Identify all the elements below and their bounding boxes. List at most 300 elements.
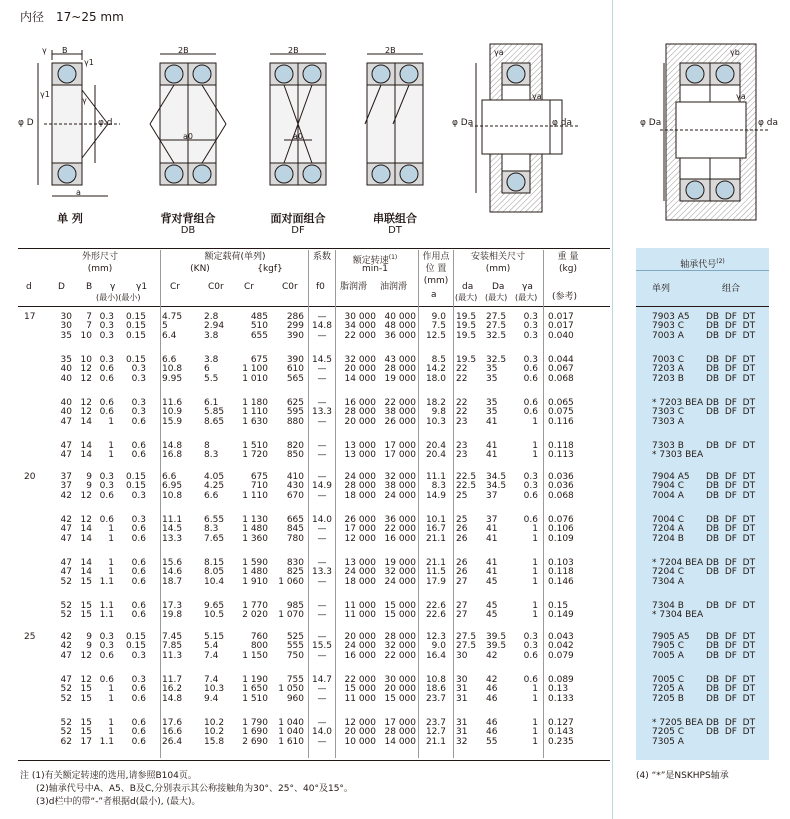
bore-20: 20 (24, 472, 36, 482)
d5-da-outer-label: φ Da (452, 118, 474, 128)
table-cell: 34 000 (344, 321, 376, 332)
table-cell: 1 510 (242, 441, 268, 451)
sym-min: (最小)(最小) (96, 293, 141, 302)
table-cell: 4.75 (162, 312, 183, 322)
table-cell: 0.6 (131, 441, 146, 451)
table-cell: 0.6 (523, 364, 538, 375)
col-ga-group (518, 633, 538, 661)
table-cell: 26 (456, 533, 468, 544)
table-cell: 8.5 (431, 355, 446, 365)
col-a-group (420, 313, 446, 341)
col-da-group (486, 516, 512, 544)
table-cell: 39.5 (486, 641, 507, 652)
table-cell: 24 000 (344, 641, 376, 652)
dt-sub-label: DT (388, 225, 402, 236)
table-cell: 675 (250, 355, 268, 365)
combination-code: DB DF DT (706, 727, 756, 738)
table-cell: 9 (86, 641, 92, 652)
table-cell: 595 (286, 407, 304, 418)
col-g1-group (120, 676, 146, 704)
col-w-group (548, 516, 588, 544)
sym-da: da (462, 282, 474, 292)
combination-codes (706, 633, 755, 661)
table-cell: 0.146 (548, 576, 574, 587)
table-cell: 5.15 (204, 632, 225, 642)
table-cell: 36 000 (384, 515, 416, 525)
designation-code: 7203 B (652, 373, 684, 384)
table-cell: 52 (60, 601, 72, 611)
sym-max3: (最大) (515, 293, 538, 302)
col-g1-group (120, 516, 146, 544)
table-cell: 299 (286, 321, 304, 332)
db-sub-label: DB (180, 225, 196, 236)
table-cell: 22 (456, 398, 468, 408)
table-cell: 960 (286, 693, 304, 704)
combination-code: DB DF DT (706, 601, 756, 611)
designation-code: 7903 A5 (652, 312, 690, 322)
table-cell: 62 (60, 736, 72, 747)
table-cell: 42 (60, 632, 72, 642)
h-mount-unit: (mm) (485, 264, 511, 274)
table-cell: 1 (532, 533, 538, 544)
sym-D: D (58, 282, 65, 292)
designation-code: 7204 C (652, 567, 685, 578)
table-cell: 21.1 (425, 533, 446, 544)
combination-code: DB DF DT (706, 441, 756, 451)
col-c0rk-group (276, 633, 304, 661)
table-cell: 0.044 (548, 355, 574, 365)
table-cell: 1 110 (242, 490, 268, 501)
d1-inner-dia-label: φ d (98, 118, 113, 128)
table-cell: 430 (286, 481, 304, 492)
col-oil-group (378, 442, 416, 461)
sym-f0: f0 (316, 282, 325, 292)
col-oil-group (378, 633, 416, 661)
col-da-group (486, 442, 512, 461)
table-cell: 1 010 (242, 373, 268, 384)
table-cell: 10.8 (425, 675, 446, 685)
df-label: 面对面组合 (270, 212, 326, 225)
combination-codes (706, 473, 755, 501)
table-cell: 0.6 (523, 515, 538, 525)
col-crk-group (238, 473, 268, 501)
table-cell: 0.6 (523, 650, 538, 661)
combination-codes (706, 356, 755, 384)
sym-Da: Da (492, 282, 505, 292)
table-cell: 10.3 (204, 684, 225, 695)
table-cell: 12 (80, 364, 92, 375)
table-cell: 26 (456, 558, 468, 568)
table-cell: 0.6 (131, 416, 146, 427)
table-cell: 1 (532, 416, 538, 427)
col-cr-group (162, 473, 190, 501)
designation-code: 7004 C (652, 515, 685, 525)
combination-codes (706, 313, 755, 341)
designation-code: 7905 A5 (652, 632, 690, 642)
sym-max1: (最大) (455, 293, 478, 302)
designation-code: 7904 A5 (652, 472, 690, 482)
col-gr-group (338, 313, 376, 341)
table-cell: 1 060 (278, 576, 304, 587)
table-cell: 14 (80, 558, 92, 568)
combination-codes (706, 602, 755, 611)
designation-code: 7003 C (652, 355, 685, 365)
table-cell: 17 000 (384, 718, 416, 728)
table-cell: — (317, 650, 327, 661)
designation-code: 7005 A (652, 650, 684, 661)
col-da-group (456, 356, 482, 384)
single-row-label: 单 列 (57, 212, 83, 225)
table-cell: 7.5 (431, 321, 446, 332)
col-g1-group (120, 633, 146, 661)
table-cell: 0.3 (99, 330, 114, 341)
table-cell: 12 (80, 515, 92, 525)
table-cell: 16.8 (162, 450, 183, 461)
col-crk-group (238, 399, 268, 427)
combination-code: DB DF DT (706, 558, 756, 568)
col-da-group (456, 399, 482, 427)
table-cell: 0.3 (99, 632, 114, 642)
table-cell: 19.5 (456, 312, 477, 322)
table-cell: 2.8 (204, 312, 219, 322)
combination-codes (706, 676, 755, 704)
table-cell: 390 (286, 355, 304, 365)
col-c0rk-group (276, 559, 304, 587)
table-cell: 14.9 (311, 481, 333, 492)
df-diagram (270, 54, 326, 185)
table-cell: 0.103 (548, 558, 574, 568)
d1-gamma1-side-label: γ1 (40, 90, 50, 99)
table-cell: 0.3 (131, 515, 146, 525)
table-cell: 0.15 (125, 355, 146, 365)
table-cell: 25 (456, 490, 468, 501)
table-cell: 45 (486, 601, 498, 611)
sym-max2: (最大) (485, 293, 508, 302)
table-cell: 2 020 (242, 610, 268, 621)
designation-codes (652, 313, 690, 341)
table-cell: 13.3 (162, 533, 183, 544)
table-cell: — (317, 312, 327, 322)
d6-gamma-b-label: γb (730, 48, 740, 57)
table-cell: 38 000 (384, 407, 416, 418)
col-a-group (420, 676, 446, 704)
table-cell: 32.5 (486, 355, 507, 365)
table-cell: 47 (60, 416, 72, 427)
col-d-group (58, 633, 72, 661)
table-cell: 14.2 (425, 364, 446, 375)
table-cell: 40 (60, 398, 72, 408)
col-ga-group (518, 602, 538, 621)
col-c0rk-group (276, 356, 304, 384)
combination-code: DB DF DT (706, 632, 756, 642)
col-w-group (548, 356, 588, 384)
col-cr-group (162, 399, 190, 427)
table-cell: 12 (80, 398, 92, 408)
table-cell: 6.4 (162, 330, 177, 341)
col-c0r-group (204, 559, 234, 587)
table-cell: 11.3 (162, 650, 183, 661)
table-cell: 0.068 (548, 373, 574, 384)
table-cell: 17.6 (162, 718, 183, 728)
table-cell: 0.127 (548, 718, 574, 728)
table-cell: 14 (80, 441, 92, 451)
table-cell: 20 000 (344, 727, 376, 738)
table-cell: 0.3 (523, 312, 538, 322)
col-da-group (456, 676, 482, 704)
table-cell: 30 (60, 321, 72, 332)
table-cell: 32 000 (384, 641, 416, 652)
col-c0r-group (204, 633, 234, 661)
table-cell: 22.5 (456, 481, 477, 492)
table-cell: 42 (60, 490, 72, 501)
table-cell: 6.6 (162, 355, 177, 365)
table-cell: 2.94 (204, 321, 225, 332)
col-ga-group (518, 719, 538, 747)
h-load: 额定载荷(单列) (204, 252, 266, 262)
col-cr-group (162, 676, 190, 704)
dt-label: 串联组合 (373, 212, 417, 225)
table-cell: 47 (60, 558, 72, 568)
table-cell: 42 (486, 650, 498, 661)
table-cell: 0.3 (99, 472, 114, 482)
table-cell: 23 (456, 441, 468, 451)
table-cell: 1 (108, 727, 114, 738)
col-d-group (58, 399, 72, 427)
col-w-group (548, 442, 588, 461)
table-cell: 45 (486, 610, 498, 621)
table-cell: 15 000 (384, 693, 416, 704)
col-crk-group (238, 602, 268, 621)
table-cell: 47 (60, 675, 72, 685)
table-cell: 30 (456, 650, 468, 661)
table-cell: 0.036 (548, 481, 574, 492)
table-cell: 22.5 (456, 472, 477, 482)
d1-gamma-side-label: γ (82, 96, 87, 105)
table-cell: 17.3 (162, 601, 183, 611)
col-w-group (548, 676, 588, 704)
col-oil-group (378, 559, 416, 587)
table-cell: 46 (486, 727, 498, 738)
col-d-group (58, 676, 72, 704)
col-ga-group (518, 399, 538, 427)
table-cell: 1 910 (242, 576, 268, 587)
table-cell: 20.4 (425, 441, 446, 451)
table-cell: 0.118 (548, 567, 574, 578)
combination-code: DB DF DT (706, 407, 756, 418)
table-cell: 10 000 (344, 736, 376, 747)
table-cell: 27.5 (486, 312, 507, 322)
combination-code: DB DF DT (706, 312, 756, 322)
table-cell: 0.6 (131, 684, 146, 695)
table-cell: 0.6 (131, 576, 146, 587)
col-c0r-group (204, 676, 234, 704)
table-cell: 10.9 (162, 407, 183, 418)
combination-codes (706, 559, 755, 578)
table-cell: 0.067 (548, 364, 574, 375)
table-cell: 0.3 (99, 355, 114, 365)
table-cell: 610 (286, 364, 304, 375)
table-cell: 1 (532, 610, 538, 621)
df-2b-label: 2B (288, 46, 299, 55)
table-cell: 45 (486, 576, 498, 587)
table-cell: 0.079 (548, 650, 574, 661)
combination-codes (706, 719, 755, 738)
col-gr-group (338, 559, 376, 587)
table-cell: 6 (204, 364, 210, 375)
table-cell: 28 000 (384, 364, 416, 375)
col-oil-group (378, 602, 416, 621)
table-cell: 47 (60, 650, 72, 661)
table-cell: 14 (80, 567, 92, 578)
sym-gamma: γ (110, 282, 116, 292)
table-cell: 17.9 (425, 576, 446, 587)
designation-code: * 7303 BEA (652, 450, 704, 461)
table-cell: 0.15 (125, 330, 146, 341)
col-g-group (96, 442, 114, 461)
table-cell: 31 (456, 693, 468, 704)
table-cell: 0.6 (523, 373, 538, 384)
table-cell: 1 (108, 693, 114, 704)
table-cell: 10.2 (204, 727, 225, 738)
table-cell: 47 (60, 450, 72, 461)
table-cell: 26 000 (384, 416, 416, 427)
table-cell: 14.7 (311, 675, 333, 685)
combination-code: DB DF DT (706, 364, 756, 375)
table-cell: — (317, 718, 327, 728)
table-cell: 0.3 (523, 321, 538, 332)
table-cell: 0.133 (548, 693, 574, 704)
designation-code: * 7304 BEA (652, 610, 704, 621)
table-cell: 11.7 (162, 675, 183, 685)
col-da-group (456, 473, 482, 501)
table-cell: 0.6 (99, 675, 114, 685)
table-cell: 10.2 (204, 718, 225, 728)
table-cell: 0.6 (99, 407, 114, 418)
table-cell: 26 (456, 567, 468, 578)
table-cell: 9.8 (431, 407, 446, 418)
table-cell: 0.6 (131, 693, 146, 704)
table-cell: 10.8 (162, 364, 183, 375)
col-cr-group (162, 356, 190, 384)
table-cell: 14 (80, 416, 92, 427)
table-cell: 21.1 (425, 736, 446, 747)
designation-codes (652, 356, 684, 384)
combination-code: DB DF DT (706, 330, 756, 341)
col-cr-group (162, 719, 190, 747)
table-cell: 565 (286, 373, 304, 384)
col-c0r-group (204, 602, 234, 621)
table-cell: 16.4 (425, 650, 446, 661)
h-point2: 位 置 (425, 264, 447, 274)
col-f0-group (310, 719, 334, 747)
col-da-group (456, 719, 482, 747)
col-oil-group (378, 313, 416, 341)
col-gr-group (338, 356, 376, 384)
table-cell: 12.5 (425, 330, 446, 341)
table-cell: 8.05 (204, 567, 225, 578)
table-cell: 3.8 (204, 330, 219, 341)
table-cell: 0.6 (131, 558, 146, 568)
table-cell: 0.3 (523, 481, 538, 492)
table-cell: 10.1 (425, 515, 446, 525)
designation-code: 7005 C (652, 675, 685, 685)
col-a-group (420, 356, 446, 384)
table-cell: 13 000 (344, 558, 376, 568)
table-cell: 0.109 (548, 533, 574, 544)
table-cell: 10 (80, 355, 92, 365)
col-f0-group (310, 473, 334, 501)
table-cell: 23.7 (425, 693, 446, 704)
designation-codes (652, 473, 690, 501)
table-cell: 1 480 (242, 524, 268, 535)
table-cell: — (317, 450, 327, 461)
table-cell: 46 (486, 718, 498, 728)
h-weight: 重 量 (557, 252, 579, 262)
table-cell: 1 (532, 576, 538, 587)
col-a-group (420, 399, 446, 427)
combination-code: DB DF DT (706, 567, 756, 578)
col-a-group (420, 473, 446, 501)
table-cell: 845 (286, 524, 304, 535)
table-cell: 0.15 (125, 641, 146, 652)
table-cell: 30 (60, 312, 72, 322)
designation-code: 7904 C (652, 481, 685, 492)
col-ga-group (518, 676, 538, 704)
designation-codes (652, 399, 703, 427)
combination-codes (706, 516, 755, 544)
table-cell: 1 040 (278, 718, 304, 728)
table-cell: 17 (80, 736, 92, 747)
table-cell: 16.7 (425, 524, 446, 535)
table-cell: 19 000 (384, 558, 416, 568)
col-da-group (486, 719, 512, 747)
sym-oil: 油润滑 (380, 282, 408, 292)
table-cell: 28 000 (344, 481, 376, 492)
table-cell: 15 (80, 693, 92, 704)
table-cell: 485 (250, 312, 268, 322)
table-cell: — (317, 736, 327, 747)
table-cell: 14.6 (162, 567, 183, 578)
col-da-group (486, 559, 512, 587)
table-cell: 0.13 (548, 684, 569, 695)
table-cell: 0.089 (548, 675, 574, 685)
table-cell: 32 (456, 736, 468, 747)
col-b-group (78, 473, 92, 501)
table-cell: 13.3 (311, 407, 333, 418)
table-cell: 0.6 (523, 675, 538, 685)
table-cell: 26 (456, 524, 468, 535)
table-cell: 28 000 (384, 727, 416, 738)
col-gr-group (338, 676, 376, 704)
d6-da-inner-label: φ da (758, 118, 779, 128)
table-cell: 22 (456, 407, 468, 418)
table-cell: 37 (486, 515, 498, 525)
col-a-group (420, 516, 446, 544)
table-cell: 0.017 (548, 321, 574, 332)
table-cell: 1 100 (242, 364, 268, 375)
table-cell: 16 000 (344, 650, 376, 661)
table-cell: 27.5 (456, 632, 477, 642)
combination-code: DB DF DT (706, 684, 756, 695)
table-cell: 7.45 (162, 632, 183, 642)
table-cell: 10.4 (204, 576, 225, 587)
col-b-group (78, 633, 92, 661)
table-cell: 1 040 (278, 727, 304, 738)
table-cell: 34.5 (486, 481, 507, 492)
col-c0r-group (204, 399, 234, 427)
table-cell: 31 (456, 727, 468, 738)
table-cell: 32 000 (384, 472, 416, 482)
